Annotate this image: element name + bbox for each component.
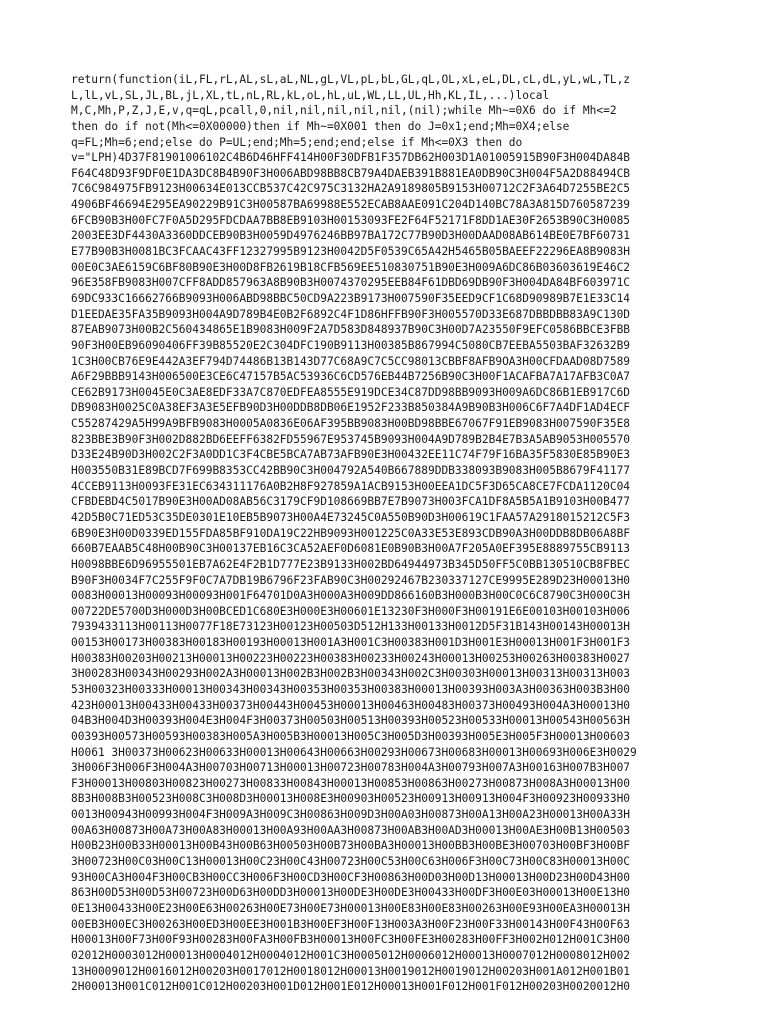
code-line: A6F29BBB9143H006500E3CE6C47157B5AC53936C6CD576EB44B7256B90C3H00F1ACAFBA7A17AFB3C0A7: [71, 370, 631, 384]
code-line: 93H00CA3H004F3H00CB3H00CC3H006F3H00CD3H00CF3H00863H00D03H00D13H00013H00D23H00D43H00: [71, 870, 631, 884]
code-line: F64C48D93F9DF0E1DA3DC8B4B90F3H006ABD98BB8CB79A4DAEB391B881EA0DB90C3H004F5A2D88494CB: [71, 166, 631, 180]
code-line: 00EB3H00EC3H00263H00ED3H00EE3H001B3H00EF3H00F13H003A3H00F23H00F33H00143H00F43H00F63: [71, 917, 631, 931]
code-line: 00E0C3AE6159C6BF80B90E3H00D8FB2619B18CFB569EE510830751B90E3H009A6DC86B03603619E46C2: [71, 260, 631, 274]
code-line: return(function(iL,FL,rL,AL,sL,aL,NL,gL,VL,pL,bL,GL,qL,OL,xL,eL,DL,cL,dL,yL,wL,TL,z: [71, 73, 631, 86]
code-line: 3H00723H00C03H00C13H00013H00C23H00C43H00723H00C53H00C63H006F3H00C73H00C83H00013H00C: [71, 855, 631, 869]
code-line: 02012H0003012H00013H0004012H0004012H001C3H0005012H0006012H00013H0007012H0008012H002: [71, 948, 631, 962]
code-line: 00153H00173H00383H00183H00193H00013H001A3H001C3H00383H001D3H001E3H00013H001F3H001F3: [71, 636, 631, 650]
code-line: 6B90E3H00D0339ED155FDA85BF910DA19C22HB9093H001225C0A33E53E893CDB90A3H00DDB8DB06A8BF: [71, 526, 631, 540]
code-line: 3H006F3H006F3H004A3H00703H00713H00013H00723H00783H004A3H00793H007A3H00163H007B3H007: [71, 761, 631, 775]
code-line: H00383H00203H00213H00013H00223H00223H00383H00233H00243H00013H00253H00263H00383H0027: [71, 651, 631, 665]
code-line: 87EAB9073H00B2C560434865E1B9083H009F2A7D583D848937B90C3H00D7A23550F9EFC0586BBCE3FBB: [71, 323, 631, 337]
code-line: 7939433113H00113H0077F18E73123H00123H00503D512H133H00133H0012D5F31B143H00143H00013H: [71, 620, 631, 634]
code-line: 0E13H00433H00E23H00E63H00263H00E73H00E73H00013H00E83H00E83H00263H00E93H00EA3H00013H: [71, 901, 631, 915]
code-line: 3H00283H00343H00293H002A3H00013H002B3H002B3H00343H002C3H00303H00013H00313H00313H003: [71, 667, 631, 681]
code-line: 90F3H00EB96090406FF39B85520E2C304DFC190B9113H00385B867994C5080CB7EEBA5503BAF32632B9: [71, 338, 631, 352]
code-line: 13H0009012H0016012H00203H0017012H0018012H00013H0019012H0019012H00203H001A012H001B01: [71, 964, 631, 978]
code-line: 00A63H00873H00A73H00A83H00013H00A93H00AA3H00873H00AB3H00AD3H00013H00AE3H00B13H00503: [71, 823, 631, 837]
code-line: v="LPH)4D37F81901006102C4B6D46HFF414H00F30DFB1F357DB62H003D1A01005915B90F3H004DA84B: [71, 151, 631, 165]
code-line: 1C3H00CB76E9E442A3EF794D74486B13B143D77C68A9C7C5CC98013CBBF8AFB9OA3H00CFDAAD08D7589: [71, 354, 631, 368]
code-line: C55287429A5H99A9BFB9083H0005A0836E06AF395BB9083H00BD98BBE67067F91EB9083H007590F35E8: [71, 417, 631, 431]
code-line: L,lL,vL,SL,JL,BL,jL,XL,tL,nL,RL,kL,oL,hL,uL,WL,LL,UL,Hh,KL,IL,...)local: [71, 88, 550, 102]
code-line: then do if not(Mh<=0X00000)then if Mh~=0X001 then do J=0x1;end;Mh=0X4;else: [71, 119, 570, 133]
code-line: CE62B9173H0045E0C3AE8EDF33A7C870EDFEA8555E919DCE34C87DD98BB9093H009A6DC86B1EB917C6D: [71, 385, 631, 399]
code-line: 69DC933C16662766B9093H006ABD98BBC50CD9A223B9173H007590F35EED9CF1C68D90989B7E1E33C14: [71, 291, 631, 305]
code-line: 96E358FB9083H007CFF8ADD857963A8B90B3H0074370295EEB84F61DBD69DB90F3H004DA84BF603971C: [71, 276, 631, 290]
code-line: 0083H00013H00093H00093H001F64701D0A3H000A3H009DD866160B3H000B3H00C0C6C8790C3H000C3H: [71, 589, 631, 603]
code-line: B90F3H0034F7C255F9F0C7A7DB19B6796F23FAB90C3H00292467B230337127CE9995E289D23H00013H0: [71, 573, 631, 587]
code-line: H0098BBE6D96955501EB7A62E4F2B1D777E23B9133H002BD64944973B345D50FF5C0BB130510CB8FBEC: [71, 557, 631, 571]
code-line: 4CCEB9113H0093FE31EC634311176A0B2H8F927859A1ACB9153H00EEA1DC5F3D65CA8CE7FCDA1120C04: [71, 479, 631, 493]
code-line: 423H00013H00433H00433H00373H00443H00453H00013H00463H00483H00373H00493H004A3H00013H0: [71, 698, 631, 712]
code-text-block: [71, 72, 701, 995]
code-line: q=FL;Mh=6;end;else do P=UL;end;Mh=5;end;end;else if Mh<=0X3 then do: [71, 135, 523, 149]
code-line: M,C,Mh,P,Z,J,E,v,q=qL,pcall,0,nil,nil,nil,nil,nil,(nil);while Mh~=0X6 do if Mh<=2: [71, 104, 617, 118]
code-line: E77B90B3H0081BC3FCAAC43FF12327995B9123H0042D5F0539C65A42H5465B05BAEEF22296EA8B9083H: [71, 245, 631, 259]
code-line: 00393H00573H00593H00383H005A3H005B3H00013H005C3H005D3H00393H005E3H005F3H00013H00603: [71, 729, 631, 743]
code-line: H00B23H00B33H00013H00B43H00B63H00503H00B73H00BA3H00013H00BB3H00BE3H00703H00BF3H00BF: [71, 839, 631, 853]
code-line: 823BBE3B90F3H002D882BD6EEFF6382FD55967E953745B9093H004A9D789B2B4E7B3A5AB9053H005570: [71, 432, 631, 446]
code-line: H003550B31E89BCD7F699B8353CC42BB90C3H004792A540B667889DDB338093B9083H005B8679F41177: [71, 464, 631, 478]
code-line: 42D5B0C71ED53C35DE0301E10EB5B9073H00A4E73245C0A550B90D3H00619C1FAA57A2918015212C5F3: [71, 510, 631, 524]
code-line: D33E24B90D3H002C2F3A0DD1C3F4CBE5BCA7AB73AFB90E3H00432EE11C74F79F16BA35F5830E85B90E3: [71, 448, 631, 462]
code-line: 0013H00943H00993H004F3H009A3H009C3H00863H009D3H00A03H00873H00A13H00A23H00013H00A33H: [71, 808, 631, 822]
code-line: 53H00323H00333H00013H00343H00343H00353H00353H00383H00013H00393H003A3H00363H003B3H00: [71, 682, 631, 696]
code-line: 660B7EAAB5C48H00B90C3H00137EB16C3CA52AEF0D6081E0B90B3H00A7F205A0EF395E8889755CB9113: [71, 542, 631, 556]
code-line: 4906BF46694E295EA90229B91C3H00587BA69988E552ECAB8AAE091C204D140BC78A3A815D760587239: [71, 198, 631, 212]
code-line: DB9083H0025C0A38EF3A3E5EFB90D3H00DDB8DB06E1952F233B850384A9B90B3H006C6F7A4DF1AD4ECF: [71, 401, 631, 415]
code-line: 8B3H008B3H00523H008C3H008D3H00013H008E3H00903H00523H00913H00913H004F3H00923H00933H0: [71, 792, 631, 806]
code-line: 04B3H004D3H00393H004E3H004F3H00373H00503H00513H00393H00523H00533H00013H00543H00563H: [71, 714, 631, 728]
code-line: 2H00013H001C012H001C012H00203H001D012H001E012H00013H001F012H001F012H00203H0020012H0: [71, 980, 631, 994]
code-line: 7C6C984975FB9123H00634E013CCB537C42C975C3132HA2A9189805B9153H00712C2F3A64D7255BE2C5: [71, 182, 631, 196]
code-line: D1EEDAE35FA35B9093H004A9D789B4E0B2F6892C4F1D86HFFB90F3H005570D33E687DBBDBB83A9C130D: [71, 307, 631, 321]
code-line: 6FCB90B3H00FC7F0A5D295FDCDAA7BB8EB9103H00153093FE2F64F52171F8DD1AE30F2653B90C3H0085: [71, 213, 631, 227]
code-line: CFBDEBD4C5017B90E3H00AD08AB56C3179CF9D108669BB7E7B9073H003FCA1DF8A5B5A1B9103H00B477: [71, 495, 631, 509]
code-line: 863H00D53H00D53H00723H00D63H00DD3H00013H00DE3H00DE3H00433H00DF3H00E03H00013H00E13H0: [71, 886, 631, 900]
code-line: H0061 3H00373H00623H00633H00013H00643H00663H00293H00673H00683H00013H00693H006E3H0029: [71, 745, 637, 759]
code-line: F3H00013H00803H00823H00273H00833H00843H00013H00853H00863H00273H00873H008A3H00013H00: [71, 776, 631, 790]
code-line: 2003EE3DF4430A3360DDCEB90B3H0059D4976246BB97BA172C77B90D3H00DAAD08AB614BE0E7BF60731: [71, 229, 631, 243]
code-line: H00013H00F73H00F93H00283H00FA3H00FB3H00013H00FC3H00FE3H00283H00FF3H002H012H001C3H00: [71, 933, 631, 947]
code-line: 00722DE5700D3H000D3H00BCED1C680E3H000E3H00601E13230F3H000F3H00191E6E00103H00103H006: [71, 604, 631, 618]
